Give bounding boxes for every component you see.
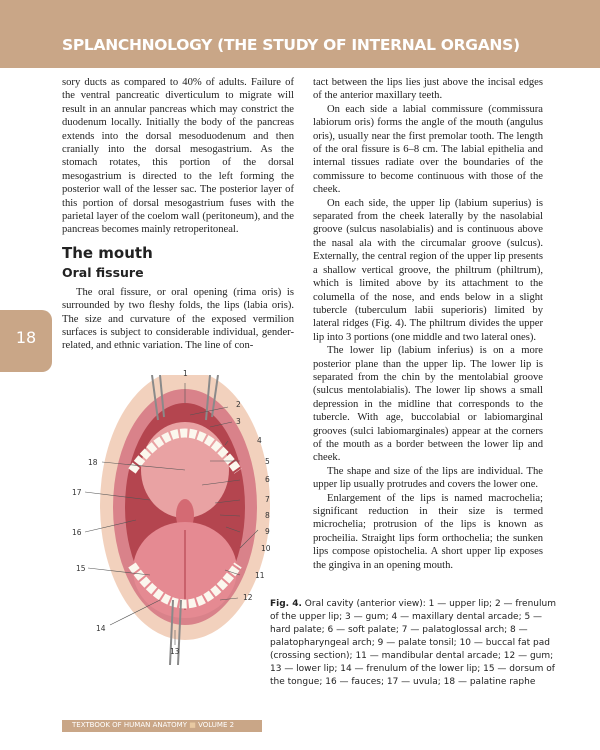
page-title: SPLANCHNOLOGY (THE STUDY OF INTERNAL ORGANS) [62, 36, 520, 54]
page-number: 18 [15, 328, 37, 347]
page-number-tab [0, 310, 52, 372]
callout-label: 2 [236, 400, 241, 409]
callout-label: 11 [255, 571, 265, 580]
callout-label: 16 [72, 528, 82, 537]
body-paragraph: tact between the lips lies just above the incisal edges of the anterior maxillary teeth. [313, 77, 543, 102]
callout-label: 5 [265, 457, 270, 466]
callout-label: 7 [265, 495, 270, 504]
callout-label: 17 [72, 488, 82, 497]
section-heading: The mouth [62, 243, 153, 262]
callout-label: 3 [236, 417, 241, 426]
footer-bar [62, 720, 262, 732]
caption-label: Fig. 4. [270, 599, 302, 609]
callout-label: 13 [170, 647, 180, 656]
body-paragraph: Enlargement of the lips is named macrochelia; significant reduction in their size is termed microchelia; protrusion of the lips is known as procheilia. Straight lips form orthochelia; the sunken lips compose opistochelia. A short upper lip exposes the gingiva in an opening mouth. [313, 492, 543, 571]
callout-label: 4 [257, 436, 262, 445]
caption-text: Oral cavity (anterior view): 1 — upper lip; 2 — frenulum of the upper lip; 3 — gum; 4 — maxillary dental arcade; 5 — hard palate; 6 — soft palate; 7 — palatoglossal arch; 8 — palatopharyngeal arch; 9 — palate tonsil; 10 — buccal fat pad (crossing section); 11 — mandibular dental arcade; 12 — gum; 13 — lower lip; 14 — frenulum of the lower lip; 15 — dorsum of the tongue; 16 — fauces; 17 — uvula; 18 — palatine raphe [270, 599, 556, 687]
header-band [0, 0, 600, 68]
body-paragraph: The lower lip (labium inferius) is on a more posterior plane than the upper lip. The lower lip is separated from the chin by the mentolabial groove (sulcus mentolabialis). The lower lip shows a small depression in the midline that corresponds to the tubercle. With age, buccolabial or labiomarginal grooves (sulci labiomarginales) appear at the corners of the mouth as a border between the lower lip and cheek. [313, 345, 543, 464]
callout-label: 6 [265, 475, 270, 484]
footer-separator: ■ [189, 721, 196, 729]
subsection-heading: Oral fissure [62, 265, 144, 281]
footer-text [72, 721, 234, 729]
footer-book-title: TEXTBOOK OF HUMAN ANATOMY [72, 721, 187, 729]
callout-label: 14 [96, 624, 106, 633]
callout-label: 9 [265, 527, 270, 536]
callout-label: 15 [76, 564, 86, 573]
body-paragraph: The shape and size of the lips are individual. The upper lip usually protrudes and covers the lower one. [313, 465, 543, 491]
left-column [62, 76, 294, 353]
footer-volume: VOLUME 2 [198, 721, 235, 729]
right-column [313, 76, 543, 572]
callout-label: 10 [261, 544, 271, 553]
callout-label: 12 [243, 593, 253, 602]
body-paragraph: sory ducts as compared to 40% of adults. Failure of the ventral pancreatic diverticulum to migrate will result in an annular pancreas which may constrict the duodenum locally. Initially the body of the pancreas extends into the dorsal mesoduodenum and then cranially into the dorsal mesogastrium. As the stomach rotates, this portion of the dorsal mesogastrium is directed to the left forming the posterior wall of the lesser sac. The posterior layer of this portion of dorsal mesogastrium fuses with the parietal layer of the coelom wall (peritoneum), and the pancreas becomes mainly retroperitoneal. [62, 77, 294, 236]
oral-cavity-figure [40, 369, 280, 675]
callout-label: 1 [183, 369, 188, 378]
body-paragraph: The oral fissure, or oral opening (rima oris) is surrounded by two fleshy folds, the lips (labia oris). The size and curvature of the exposed vermilion surfaces is subject to considerable individual, gender-related, and ethnic variation. The line of con- [62, 286, 294, 352]
body-paragraph: On each side a labial commissure (commissura labiorum oris) forms the angle of the mouth (angulus oris), usually near the first premolar tooth. The length of the oral fissure is 6–8 cm. The labial epithelia and internal tissues radiate over the boundaries of the commissure to become continuous with those of the cheek. [313, 103, 543, 196]
callout-label: 8 [265, 511, 270, 520]
oral-cavity-illustration [40, 375, 280, 675]
callout-label: 18 [88, 458, 98, 467]
figure-caption [270, 598, 564, 689]
body-paragraph: On each side, the upper lip (labium superius) is separated from the cheek laterally by the nasolabial groove (sulcus nasolabialis) and is continuous above the nasal ala with the circumalar groove (sulcus). Externally, the central region of the upper lip presents a shallow vertical groove, the philtrum (philtrum), which is limited above by its attachment to the columella of the nose, and ends below in a slight tubercle (tuberculum labii superioris) limited by lateral ridges (Fig. 4). The philtrum divides the upper lip into 3 portions (one middle and two lateral ones). [313, 197, 543, 343]
